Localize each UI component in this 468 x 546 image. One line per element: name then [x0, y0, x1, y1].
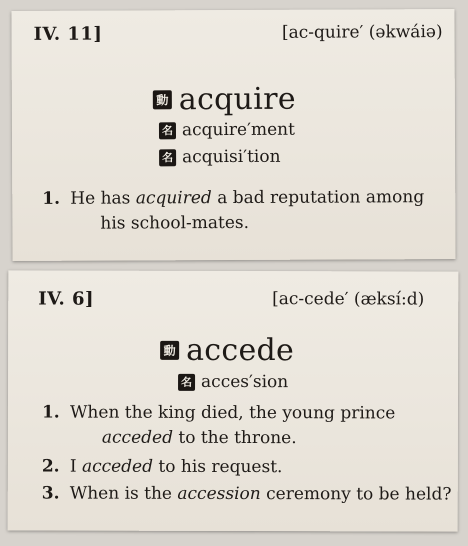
- derivative-row: [159, 120, 295, 141]
- card-number: IV. 6]: [38, 288, 95, 310]
- flashcard-acquire: [11, 9, 455, 261]
- card-number: IV. 11]: [33, 23, 103, 45]
- derivative-row: [178, 372, 288, 392]
- verb-badge-icon: 動: [153, 90, 172, 109]
- derivative-word: acquire′ment: [181, 119, 295, 141]
- derivative-word: acces′sion: [201, 371, 289, 393]
- headword-row: [153, 82, 296, 118]
- headword-row: [160, 333, 294, 368]
- noun-badge-icon: 名: [178, 373, 195, 390]
- emphasized-word: accession: [177, 483, 261, 505]
- example-continuation: his school-mates.: [100, 212, 250, 234]
- pronunciation: [ac-cede′ (æksí:d): [272, 289, 425, 310]
- example-sentence: 2. I acceded to his request.: [41, 456, 283, 478]
- example-sentence: 1. When the king died, the young prince: [41, 402, 396, 424]
- example-sentence: 1. He has acquired a bad reputation among: [42, 187, 425, 209]
- example-number: 3.: [41, 483, 60, 504]
- derivative-word: acquisi′tion: [182, 146, 281, 168]
- flashcard-accede: [8, 270, 459, 531]
- headword: accede: [186, 332, 295, 369]
- noun-badge-icon: 名: [159, 149, 176, 166]
- pronunciation: [ac-quire′ (əkwáiə): [281, 22, 443, 43]
- example-number: 2.: [41, 456, 60, 477]
- emphasized-word: acquired: [135, 188, 212, 209]
- example-continuation: acceded to the throne.: [101, 427, 297, 449]
- emphasized-word: acceded: [81, 456, 154, 477]
- verb-badge-icon: 動: [160, 341, 179, 360]
- emphasized-word: acceded: [101, 427, 174, 448]
- example-number: 1.: [42, 188, 61, 209]
- headword: acquire: [178, 81, 296, 118]
- derivative-row: [159, 147, 280, 168]
- noun-badge-icon: 名: [159, 122, 176, 139]
- example-number: 1.: [41, 402, 60, 423]
- example-sentence: 3. When is the accession ceremony to be held?: [41, 483, 452, 505]
